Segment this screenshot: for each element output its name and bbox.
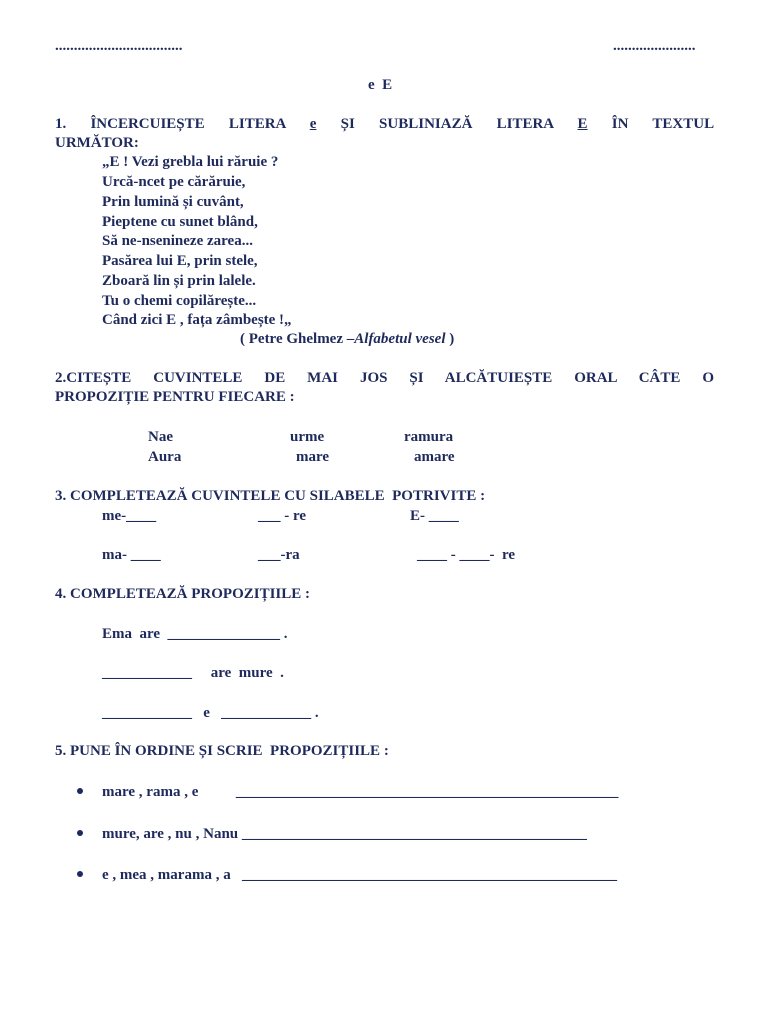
- word: Aura: [148, 449, 182, 465]
- ordering-item: mure, are , nu , Nanu ______________________________________________: [102, 826, 587, 842]
- word: urme: [290, 429, 325, 445]
- fill-syllable: E- ____: [410, 508, 459, 524]
- bullet-icon: [77, 830, 83, 836]
- bullet-icon: [77, 871, 83, 877]
- word: ramura: [404, 429, 454, 445]
- poem-credit: ( Petre Ghelmez –Alfabetul vesel ): [240, 331, 455, 347]
- poem-line: Când zici E , fața zâmbește !„: [102, 312, 292, 328]
- title-uppercase: E: [382, 77, 393, 93]
- exercise-1-instruction: 1. ÎNCERCUIEȘTE LITERA e ȘI SUBLINIAZĂ LITERA E ÎN TEXTUL: [55, 116, 715, 132]
- date-dotted-line: ......................: [613, 38, 696, 54]
- poem-line: Zboară lin și prin lalele.: [102, 273, 256, 289]
- poem-line: Să ne-nsenineze zarea...: [102, 233, 253, 249]
- word: amare: [414, 449, 455, 465]
- title-lowercase: e: [368, 77, 375, 93]
- poem-book-title: Alfabetul vesel: [354, 331, 446, 347]
- exercise-4-instruction: 4. COMPLETEAZĂ PROPOZIȚIILE :: [55, 586, 311, 602]
- exercise-2-instruction-line-2: PROPOZIȚIE PENTRU FIECARE :: [55, 389, 295, 405]
- fill-syllable: ____ - ____- re: [417, 547, 516, 563]
- fill-sentence: ____________ e ____________ .: [102, 705, 319, 721]
- fill-sentence: ____________ are mure .: [102, 665, 284, 681]
- page-title: [368, 76, 392, 95]
- poem-line: Prin lumină și cuvânt,: [102, 194, 244, 210]
- fill-syllable: ma- ____: [102, 547, 161, 563]
- ordering-item: mare , rama , e ___________________________________________________: [102, 784, 619, 800]
- poem-line: „E ! Vezi grebla lui răruie ?: [102, 154, 279, 170]
- underlined-letter-e: e: [309, 116, 317, 132]
- fill-sentence: Ema are _______________ .: [102, 626, 288, 642]
- exercise-1-instruction-line-2: URMĂTOR:: [55, 135, 139, 151]
- fill-syllable: ___ - re: [258, 508, 307, 524]
- name-dotted-line: ..................................: [55, 38, 183, 54]
- exercise-5-instruction: 5. PUNE ÎN ORDINE ȘI SCRIE PROPOZIȚIILE :: [55, 743, 389, 759]
- exercise-3-instruction: 3. COMPLETEAZĂ CUVINTELE CU SILABELE POTRIVITE :: [55, 488, 486, 504]
- underlined-letter-E: E: [577, 116, 588, 132]
- exercise-2-instruction: 2.CITEȘTE CUVINTELE DE MAI JOS ȘI ALCĂTUIEȘTE ORAL CÂTE O: [55, 370, 714, 386]
- ordering-item: e , mea , marama , a __________________________________________________: [102, 867, 617, 883]
- word: mare: [296, 449, 330, 465]
- fill-syllable: ___-ra: [258, 547, 300, 563]
- fill-syllable: me-____: [102, 508, 157, 524]
- word: Nae: [148, 429, 173, 445]
- poem-line: Pasărea lui E, prin stele,: [102, 253, 258, 269]
- bullet-icon: [77, 788, 83, 794]
- poem-line: Tu o chemi copilărește...: [102, 293, 257, 309]
- poem-line: Pieptene cu sunet blând,: [102, 214, 258, 230]
- poem-line: Urcă-ncet pe cărăruie,: [102, 174, 246, 190]
